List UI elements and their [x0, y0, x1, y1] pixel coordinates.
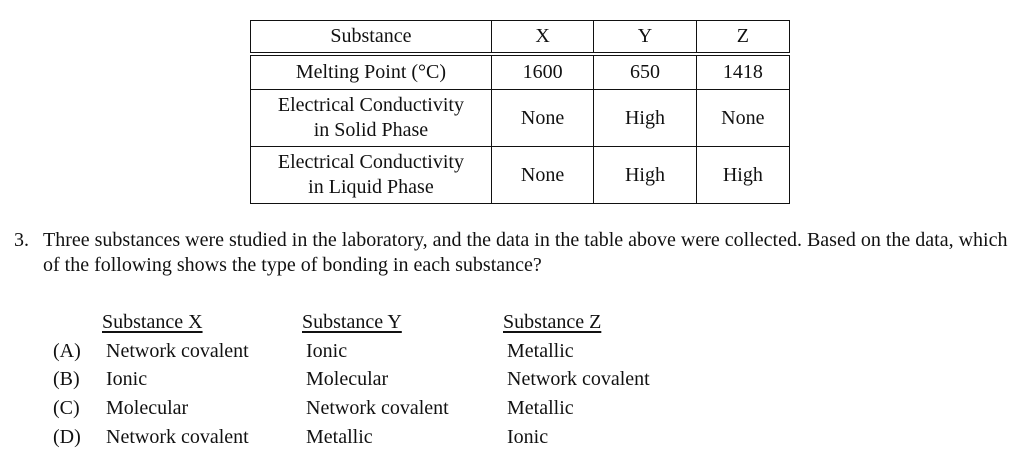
option-substance-z: Network covalent	[507, 368, 650, 391]
option-substance-z: Metallic	[507, 339, 574, 362]
option-substance-y: Ionic	[306, 339, 348, 362]
option-letter: (A)	[53, 339, 81, 362]
table-header-row	[251, 21, 790, 55]
options-header-substance-z: Substance Z	[503, 310, 602, 333]
header-y: Y	[594, 21, 696, 55]
cell-solid-z: None	[696, 90, 789, 147]
table-row-conductivity-liquid	[251, 147, 790, 204]
option-letter: (C)	[53, 396, 80, 419]
option-substance-x: Network covalent	[106, 339, 249, 362]
header-z: Z	[696, 21, 789, 55]
option-letter: (B)	[53, 368, 80, 391]
question-number: 3.	[14, 229, 29, 251]
cell-solid-x: None	[491, 90, 593, 147]
option-substance-x: Network covalent	[106, 425, 249, 448]
option-a[interactable]	[53, 337, 707, 366]
cell-melting-x: 1600	[491, 54, 593, 90]
substance-data-table	[250, 20, 790, 204]
options-header-substance-y: Substance Y	[302, 310, 402, 333]
options-header-substance-x: Substance X	[102, 310, 203, 333]
option-letter: (D)	[53, 425, 81, 448]
question-text: Three substances were studied in the laboratory, and the data in the table above were collected. Based on the data, which of the following shows the type of bonding in each substance?	[43, 229, 1008, 276]
option-substance-y: Network covalent	[306, 396, 449, 419]
row-label-melting-point: Melting Point (°C)	[251, 54, 492, 90]
option-substance-x: Molecular	[106, 396, 189, 419]
header-substance: Substance	[251, 21, 492, 55]
header-x: X	[491, 21, 593, 55]
option-substance-y: Metallic	[306, 425, 373, 448]
row-label-conductivity-solid	[251, 90, 492, 147]
answer-options	[53, 308, 707, 451]
question-block	[14, 228, 1014, 278]
option-substance-y: Molecular	[306, 368, 389, 391]
table-row-conductivity-solid	[251, 90, 790, 147]
row-label-line-2: in Solid Phase	[313, 119, 429, 141]
option-d[interactable]	[53, 423, 707, 452]
row-label-line-2: in Liquid Phase	[308, 176, 434, 198]
cell-liquid-y: High	[594, 147, 696, 204]
row-label-conductivity-liquid	[251, 147, 492, 204]
option-substance-x: Ionic	[106, 368, 148, 391]
options-header-row	[53, 308, 707, 337]
cell-melting-z: 1418	[696, 54, 789, 90]
table-row-melting-point	[251, 54, 790, 90]
row-label-line-1: Electrical Conductivity	[277, 94, 464, 116]
cell-liquid-z: High	[696, 147, 789, 204]
row-label-line-1: Electrical Conductivity	[277, 151, 464, 173]
cell-solid-y: High	[594, 90, 696, 147]
option-b[interactable]	[53, 365, 707, 394]
option-c[interactable]	[53, 394, 707, 423]
cell-melting-y: 650	[594, 54, 696, 90]
option-substance-z: Ionic	[507, 425, 549, 448]
cell-liquid-x: None	[491, 147, 593, 204]
option-substance-z: Metallic	[507, 396, 574, 419]
